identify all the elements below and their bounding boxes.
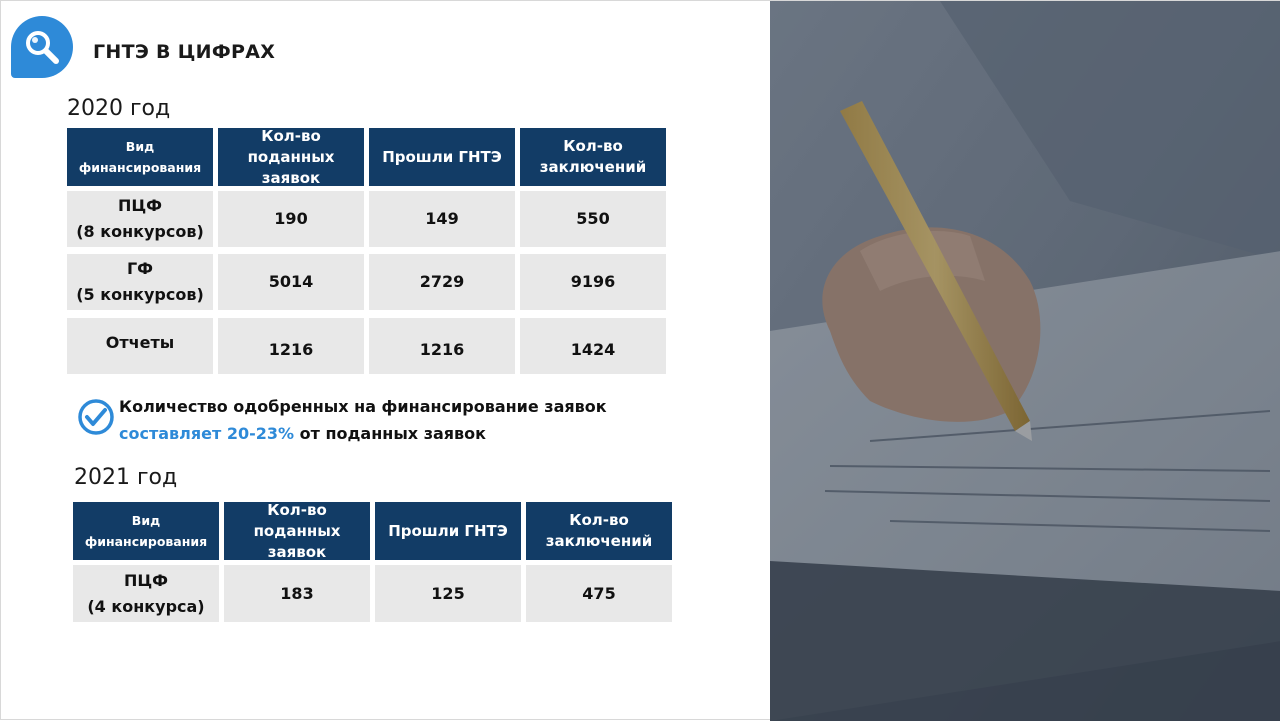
table-cell: 550 (520, 191, 666, 247)
note-highlight: составляет 20-23% (119, 424, 295, 443)
row-sub: (4 конкурса) (87, 596, 205, 616)
page-title: ГНТЭ В ЦИФРАХ (93, 41, 276, 63)
table-cell: 1216 (369, 318, 515, 374)
row-sub: (8 конкурсов) (76, 222, 204, 241)
table-cell: 125 (375, 565, 521, 622)
note-rest: от поданных заявок (294, 424, 487, 443)
check-circle-icon (77, 398, 115, 436)
table-cell: 149 (369, 191, 515, 247)
table-cell: 183 (224, 565, 370, 622)
writing-hand-photo (770, 1, 1280, 721)
table-2020 (67, 128, 667, 376)
row-label (67, 191, 213, 247)
table-2021 (73, 502, 673, 624)
column-header: Вид финансирования (67, 128, 213, 186)
row-label (73, 565, 219, 622)
table-cell: 1216 (218, 318, 364, 374)
photo-overlay (770, 1, 1280, 721)
column-header: Кол-во поданных заявок (224, 502, 370, 560)
column-header: Прошли ГНТЭ (369, 128, 515, 186)
row-sub: (5 конкурсов) (76, 285, 204, 304)
row-label (67, 318, 213, 374)
row-label (67, 254, 213, 310)
column-header: Кол-во заключений (526, 502, 672, 560)
note-line-2 (119, 420, 607, 447)
table-cell: 5014 (218, 254, 364, 310)
year-2020-title: 2020 год (67, 96, 171, 121)
column-header: Прошли ГНТЭ (375, 502, 521, 560)
row-name: ПЦФ (117, 196, 163, 215)
row-name: ГФ (126, 259, 154, 278)
search-icon (22, 27, 62, 67)
table-cell: 9196 (520, 254, 666, 310)
row-name: Отчеты (105, 333, 175, 352)
logo-badge (11, 16, 73, 78)
row-name: ПЦФ (123, 570, 169, 590)
table-cell: 190 (218, 191, 364, 247)
column-header: Кол-во заключений (520, 128, 666, 186)
column-header: Вид финансирования (73, 502, 219, 560)
note-text (119, 393, 607, 447)
year-2021-title: 2021 год (74, 465, 178, 490)
table-cell: 1424 (520, 318, 666, 374)
column-header: Кол-во поданных заявок (218, 128, 364, 186)
table-cell: 475 (526, 565, 672, 622)
table-cell: 2729 (369, 254, 515, 310)
note-line-1: Количество одобренных на финансирование заявок (119, 397, 607, 416)
